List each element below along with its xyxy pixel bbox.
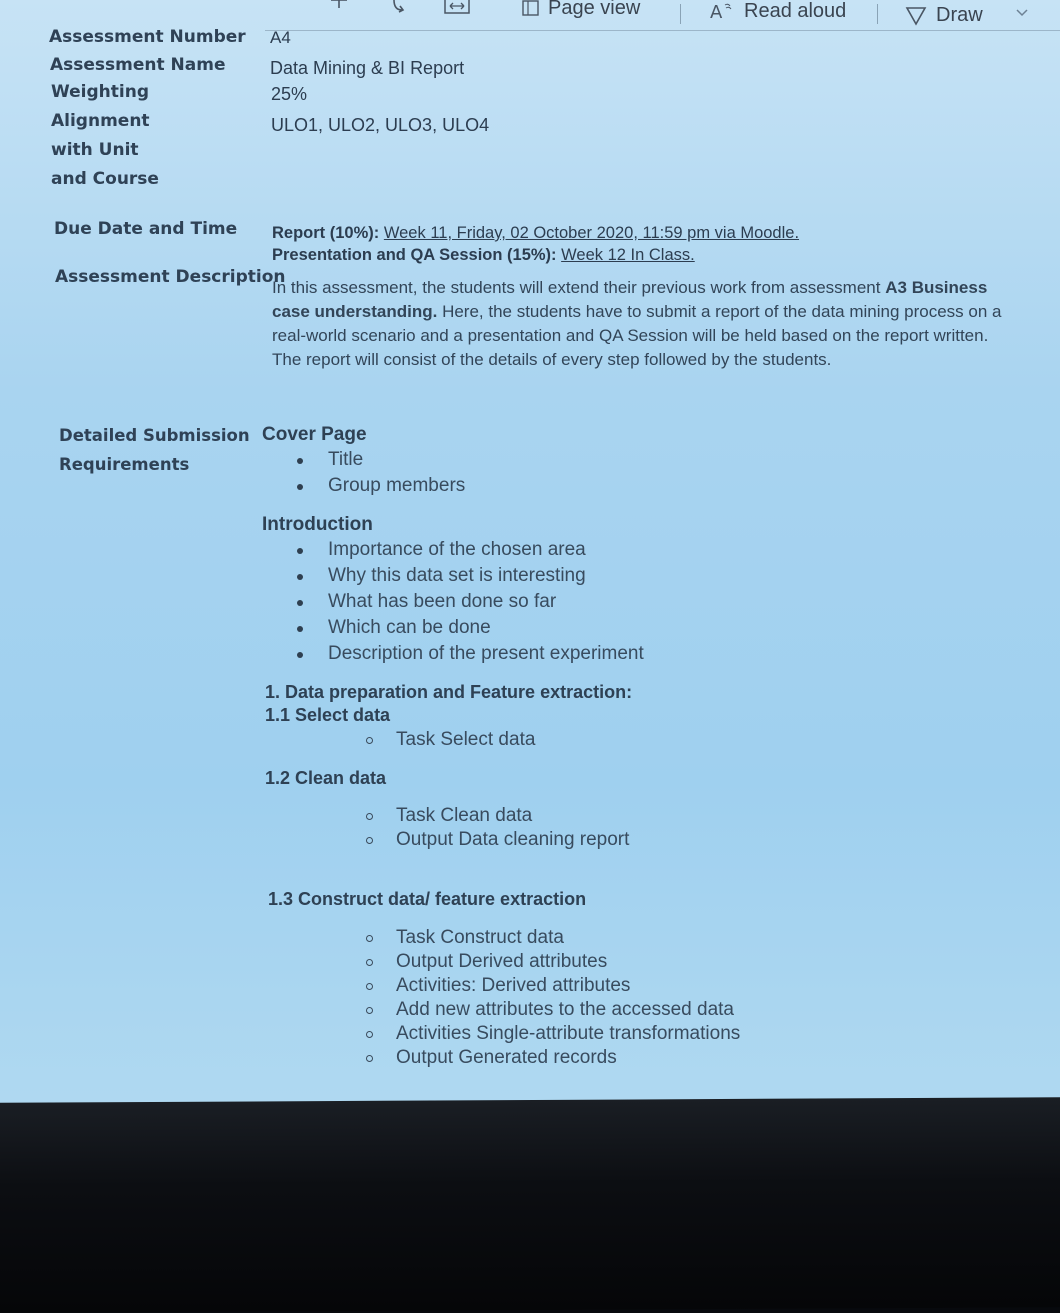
- list-item: [366, 926, 740, 950]
- list-item: [366, 804, 629, 828]
- list-item: [366, 1022, 740, 1046]
- cover-page-list: [262, 447, 465, 499]
- list-item-text: Which can be done: [328, 617, 491, 638]
- weighting-label: Weighting: [51, 82, 149, 102]
- circle-bullet-icon: [366, 935, 373, 942]
- clean-data-list: [366, 804, 629, 852]
- assessment-name-value: Data Mining & BI Report: [270, 58, 465, 78]
- circle-bullet-icon: [366, 959, 373, 966]
- list-item: [262, 615, 644, 641]
- list-item-text: Task Select data: [396, 729, 536, 750]
- section-1-1-heading: 1.1 Select data: [265, 705, 391, 725]
- detailed-submission-label: Detailed Submission Requirements: [59, 426, 250, 474]
- list-item: [262, 589, 644, 615]
- read-aloud-label: Read aloud: [744, 0, 847, 22]
- section-1-3-heading: 1.3 Construct data/ feature extraction: [268, 889, 587, 909]
- bullet-icon: [297, 652, 303, 658]
- list-item: [262, 473, 465, 499]
- list-item-text: What has been done so far: [328, 591, 557, 612]
- list-item-text: Title: [328, 449, 364, 470]
- select-data-list: [366, 728, 535, 752]
- alignment-value: ULO1, ULO2, ULO3, ULO4: [271, 115, 490, 135]
- list-item-text: Add new attributes to the accessed data: [396, 999, 734, 1020]
- circle-bullet-icon: [366, 737, 373, 744]
- list-item-text: Output Data cleaning report: [396, 829, 630, 850]
- bullet-icon: [297, 548, 303, 554]
- due-report-line: [272, 222, 799, 244]
- draw-label: Draw: [936, 4, 983, 26]
- due-presentation-link[interactable]: Week 12 In Class.: [561, 246, 695, 264]
- bullet-icon: [297, 626, 303, 632]
- list-item-text: Output Generated records: [396, 1047, 617, 1068]
- list-item: [366, 950, 740, 974]
- circle-bullet-icon: [366, 837, 373, 844]
- list-item-text: Group members: [328, 475, 466, 496]
- monitor-bezel: [0, 1097, 1060, 1313]
- list-item: [366, 998, 740, 1022]
- page-view-label: Page view: [548, 0, 641, 19]
- circle-bullet-icon: [366, 1031, 373, 1038]
- bullet-icon: [297, 574, 303, 580]
- alignment-label: Alignment with Unit and Course: [51, 111, 159, 189]
- weighting-value: 25%: [271, 84, 308, 104]
- list-item-text: Task Clean data: [396, 805, 533, 826]
- due-report-prefix: Report (10%):: [272, 224, 380, 242]
- list-item-text: Output Derived attributes: [396, 951, 608, 972]
- list-item: [366, 728, 535, 752]
- list-item: [262, 537, 644, 563]
- list-item: [262, 447, 465, 473]
- due-presentation-prefix: Presentation and QA Session (15%):: [272, 246, 557, 264]
- due-report-link[interactable]: Week 11, Friday, 02 October 2020, 11:59 pm via Moodle.: [383, 224, 800, 242]
- section-1-heading: 1. Data preparation and Feature extraction:: [265, 682, 633, 702]
- assessment-description-label: Assessment Description: [55, 267, 286, 287]
- list-item: [262, 641, 644, 667]
- list-item-text: Importance of the chosen area: [328, 539, 586, 560]
- svg-text:A: A: [710, 1, 723, 23]
- description-part2: Here, the students have to submit a report of the data mining process on a real-world scenario and a presentation and QA Session will be held based on the report written. The report will consist of the details of every step followed by the students.: [272, 302, 1002, 369]
- bullet-icon: [297, 458, 303, 464]
- list-item-text: Task Construct data: [396, 927, 564, 948]
- bullet-icon: [297, 600, 303, 606]
- list-item-text: Description of the present experiment: [328, 643, 644, 664]
- circle-bullet-icon: [366, 983, 373, 990]
- list-item-text: Why this data set is interesting: [328, 565, 586, 586]
- bullet-icon: [297, 484, 303, 490]
- assessment-description-text: [272, 276, 1017, 372]
- cover-page-heading: Cover Page: [262, 424, 367, 445]
- assessment-name-label: Assessment Name: [50, 55, 226, 75]
- construct-data-list: [366, 926, 740, 1070]
- circle-bullet-icon: [366, 813, 373, 820]
- due-presentation-line: [272, 244, 799, 266]
- list-item: [366, 974, 740, 998]
- due-date-value: [272, 222, 799, 266]
- list-item: [262, 563, 644, 589]
- assessment-number-value: A4: [270, 28, 291, 47]
- assessment-number-label: Assessment Number: [49, 27, 246, 47]
- introduction-heading: Introduction: [262, 514, 373, 535]
- list-item-text: Activities: Derived attributes: [396, 975, 631, 996]
- list-item: [366, 828, 629, 852]
- circle-bullet-icon: [366, 1007, 373, 1014]
- list-item-text: Activities Single-attribute transformations: [396, 1023, 741, 1044]
- section-1-2-heading: 1.2 Clean data: [265, 768, 387, 788]
- circle-bullet-icon: [366, 1055, 373, 1062]
- introduction-list: [262, 537, 644, 667]
- description-part1: In this assessment, the students will extend their previous work from assessment: [272, 278, 881, 297]
- list-item: [366, 1046, 740, 1070]
- description-bold-business-case: Business case understanding.: [272, 278, 988, 321]
- description-bold-a3: A3: [885, 278, 907, 297]
- due-date-label: Due Date and Time: [54, 219, 238, 239]
